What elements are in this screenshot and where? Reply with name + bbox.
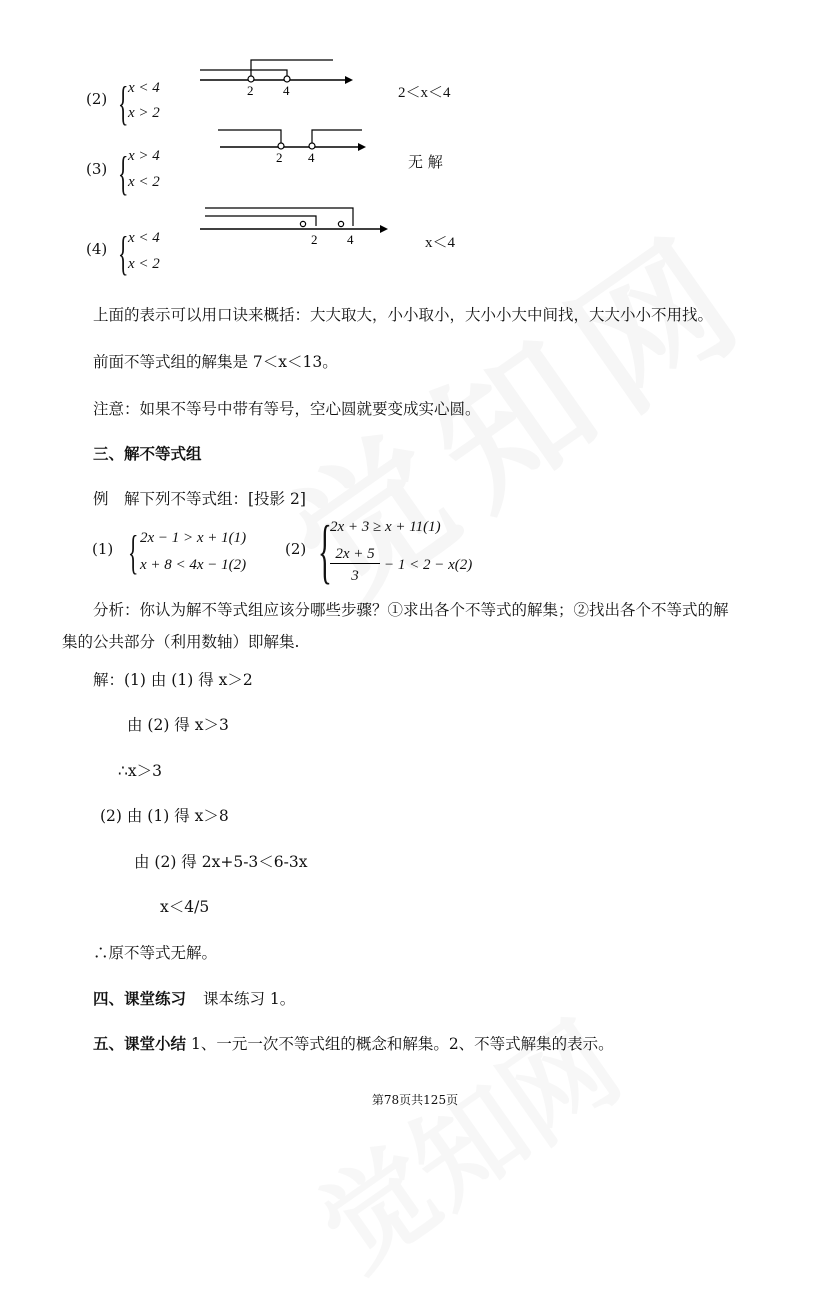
tick-label-b: 4	[283, 83, 290, 98]
system-label: (2)	[86, 90, 108, 108]
inequality-line-1: x < 4	[128, 230, 160, 246]
number-line-diagram	[195, 55, 365, 105]
inequality-line-1: x > 4	[128, 148, 160, 164]
section-3-title: 三、解不等式组	[93, 444, 202, 463]
tick-label-a: 2	[247, 83, 254, 98]
tick-label-b: 4	[308, 150, 315, 165]
number-line-diagram	[210, 122, 380, 172]
solution-line-6: x＜4/5	[160, 898, 210, 916]
system-label: (4)	[86, 240, 108, 258]
inequality-line-2: x > 2	[128, 105, 160, 121]
section-4-text: 课本练习 1。	[202, 990, 296, 1008]
fraction-denominator: 3	[351, 568, 359, 584]
solution-line-1: 解：(1) 由 (1) 得 x＞2	[93, 671, 253, 689]
brace-icon: {	[128, 526, 139, 579]
brace-icon: {	[118, 227, 129, 280]
system-result: 2＜x＜4	[398, 85, 451, 101]
brace-icon: {	[118, 147, 129, 200]
section-4-title: 四、课堂练习	[93, 989, 187, 1008]
brace-icon: {	[318, 511, 332, 591]
solution-conclusion: ∴原不等式无解。	[93, 944, 218, 962]
inequality-line-1: 2x − 1 > x + 1(1)	[140, 530, 247, 546]
section-5	[93, 1032, 614, 1054]
solution-line-3: ∴x＞3	[118, 762, 162, 780]
solution-line-2: 由 (2) 得 x＞3	[127, 716, 229, 734]
inequality-line-1: 2x + 3 ≥ x + 11(1)	[330, 519, 441, 535]
number-line-diagram	[195, 200, 395, 250]
section-5-title: 五、课堂小结	[93, 1034, 187, 1053]
solution-line-4: (2) 由 (1) 得 x＞8	[100, 807, 229, 825]
section-4	[93, 987, 295, 1009]
system-result: 无 解	[408, 153, 443, 171]
tick-label-a: 2	[276, 150, 283, 165]
system-result: x＜4	[425, 235, 456, 251]
paragraph-note: 注意：如果不等号中带有等号，空心圆就要变成实心圆。	[93, 400, 481, 418]
example-label: (1)	[92, 540, 114, 558]
watermark-bottom	[285, 980, 646, 1298]
tick-label-b: 4	[347, 232, 354, 247]
example-label: (2)	[285, 540, 307, 558]
page-footer: 第78页共125页	[371, 1093, 459, 1107]
solution-line-5: 由 (2) 得 2x+5-3＜6-3x	[134, 853, 308, 871]
fraction-numerator: 2x + 5	[330, 546, 380, 564]
inequality-line-2: x + 8 < 4x − 1(2)	[140, 557, 247, 573]
brace-icon: {	[118, 77, 129, 130]
inequality-line-1: x < 4	[128, 80, 160, 96]
tick-label-a: 2	[311, 232, 318, 247]
analysis-line-2: 集的公共部分（利用数轴）即解集.	[62, 633, 300, 651]
paragraph-solution-set: 前面不等式组的解集是 7＜x＜13。	[93, 353, 338, 371]
analysis-line-1: 分析：你认为解不等式组应该分哪些步骤？①求出各个不等式的解集；②找出各个不等式的解	[93, 601, 729, 619]
inequality-line-2: x < 2	[128, 256, 160, 272]
inequality-line-2: x < 2	[128, 174, 160, 190]
section-5-text: 1、一元一次不等式组的概念和解集。2、不等式解集的表示。	[190, 1035, 614, 1053]
paragraph-mnemonic: 上面的表示可以用口诀来概括：大大取大，小小取小，大小小大中间找，大大小小不用找。	[93, 306, 714, 324]
example-intro: 例 解下列不等式组：[投影 2]	[93, 490, 306, 508]
system-label: (3)	[86, 160, 108, 178]
inequality-line-2-rest: − 1 < 2 − x(2)	[384, 557, 473, 573]
